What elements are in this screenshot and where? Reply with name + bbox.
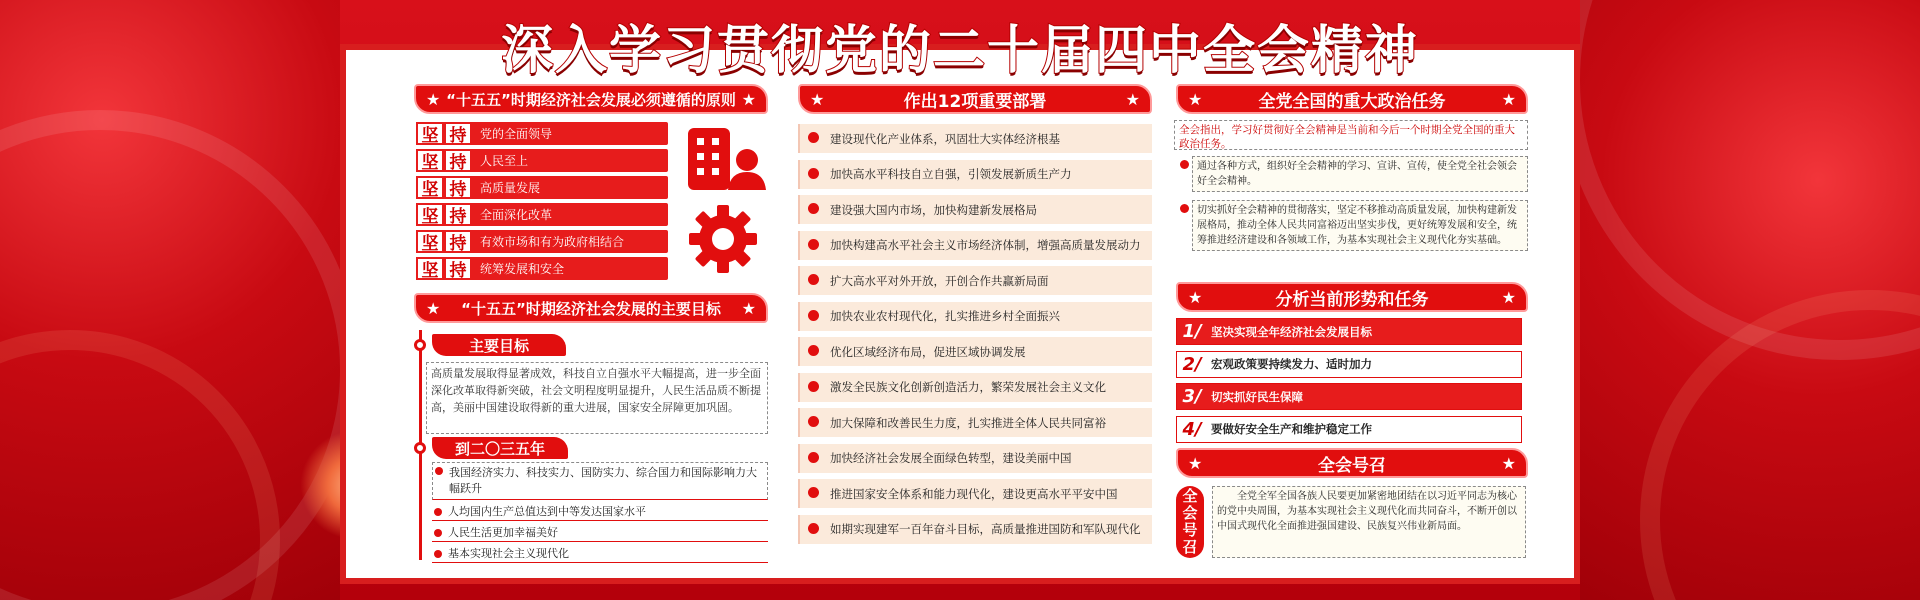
star-icon: ★: [741, 89, 756, 109]
deployment-item: [798, 266, 1152, 295]
principle-text: 统筹发展和安全: [480, 262, 565, 276]
deployment-item: [798, 408, 1152, 437]
principle-prefix-char: 持: [444, 176, 472, 199]
principle-prefix-char: 持: [444, 122, 472, 145]
bullet-icon: [808, 132, 819, 143]
bullet-icon: [808, 274, 819, 285]
deployment-text: 优化区域经济布局，促进区域协调发展: [830, 344, 1026, 359]
analysis-text: 切实抓好民生保障: [1211, 389, 1303, 404]
bullet-icon: [808, 203, 819, 214]
call-badge: 全会号召: [1176, 486, 1204, 558]
principle-prefix-char: 坚: [416, 230, 444, 253]
star-icon: ★: [426, 298, 441, 318]
swoosh-decoration: [1640, 290, 1920, 600]
main-goals-text: 高质量发展取得显著成效，科技自立自强水平大幅提高，进一步全面深化改革取得新突破，社会文明程度明显提升，人民生活品质不断提高，美丽中国建设取得新的重大进展，国家安全屏障更加巩固。: [426, 362, 768, 434]
deployment-text: 加快经济社会发展全面绿色转型，建设美丽中国: [830, 451, 1072, 465]
analysis-text: 坚决实现全年经济社会发展目标: [1211, 324, 1372, 339]
goals-header-text: “十五五”时期经济社会发展的主要目标: [461, 299, 721, 318]
year-2035-label: 到二〇三五年: [432, 437, 568, 459]
year-goal-item: 人均国内生产总值达到中等发达国家水平: [432, 504, 768, 521]
principle-prefix-char: 坚: [416, 149, 444, 172]
analysis-number: 3/: [1182, 386, 1202, 407]
principle-row: [416, 122, 668, 145]
year-2035-goals: [432, 462, 768, 567]
deployment-text: 激发全民族文化创新创造活力，繁荣发展社会主义文化: [830, 380, 1106, 394]
bullet-icon: [808, 416, 819, 427]
principle-row: [416, 176, 668, 199]
deployment-item: [798, 195, 1152, 224]
bullet-icon: [808, 523, 819, 534]
principle-text: 有效市场和有为政府相结合: [480, 235, 625, 249]
timeline-dot: [414, 339, 426, 351]
principle-prefix-char: 持: [444, 149, 472, 172]
star-icon: ★: [1501, 89, 1516, 109]
tasks-header-text: 全党全国的重大政治任务: [1258, 91, 1446, 112]
star-icon: ★: [1188, 287, 1203, 307]
year-goal-item: 基本实现社会主义现代化: [432, 546, 768, 563]
principle-text: 党的全面领导: [480, 127, 553, 141]
deployment-text: 建设现代化产业体系，巩固壮大实体经济根基: [830, 131, 1060, 146]
task-item: [1180, 156, 1528, 192]
star-icon: ★: [810, 89, 825, 109]
analysis-list: [1176, 318, 1522, 448]
call-header: [1176, 448, 1528, 478]
principle-text: 人民至上: [480, 154, 529, 168]
call-text: 全党全军全国各族人民要更加紧密地团结在以习近平同志为核心的党中央周围，为基本实现社会主义现代化而共同奋斗，不断开创以中国式现代化全面推进强国建设、民族复兴伟业新局面。: [1212, 486, 1526, 558]
analysis-item: [1176, 383, 1522, 410]
task-text: 通过各种方式，组织好全会精神的学习、宣讲、宣传，使全党全社会领会好全会精神。: [1192, 156, 1528, 192]
deployment-item: [798, 337, 1152, 366]
bullet-icon: [808, 487, 819, 498]
bullet-icon: [808, 452, 819, 463]
star-icon: ★: [1501, 287, 1516, 307]
deployment-item: [798, 373, 1152, 402]
analysis-number: 4/: [1182, 418, 1202, 440]
analysis-header-text: 分析当前形势和任务: [1275, 289, 1429, 310]
deployment-item: [798, 124, 1152, 153]
star-icon: ★: [1501, 453, 1516, 473]
principle-prefix-char: 持: [444, 203, 472, 226]
task-item: [1180, 200, 1528, 251]
deployment-item: [798, 515, 1152, 544]
deployment-text: 加快农业农村现代化，扎实推进乡村全面振兴: [830, 309, 1060, 323]
principle-row: [416, 149, 668, 172]
principles-header-text: “十五五”时期经济社会发展必须遵循的原则: [446, 90, 736, 109]
bullet-icon: [808, 239, 819, 250]
background-right-decoration: [1580, 0, 1920, 600]
principle-prefix-char: 坚: [416, 176, 444, 199]
year-goal-item: 我国经济实力、科技实力、国防实力、综合国力和国际影响力大幅跃升: [432, 462, 768, 500]
deployments-header-text: 作出12项重要部署: [903, 91, 1047, 112]
principle-text: 全面深化改革: [480, 208, 553, 222]
deployment-item: [798, 302, 1152, 331]
analysis-item: [1176, 351, 1522, 378]
principle-row: [416, 230, 668, 253]
main-goals-label: 主要目标: [432, 334, 566, 356]
analysis-item: [1176, 318, 1522, 345]
star-icon: ★: [1125, 89, 1140, 109]
timeline-dot: [414, 442, 426, 454]
star-icon: ★: [1188, 89, 1203, 109]
principle-prefix-char: 坚: [416, 203, 444, 226]
deployment-item: [798, 231, 1152, 260]
call-header-text: 全会号召: [1318, 455, 1386, 476]
analysis-number: 2/: [1182, 353, 1202, 375]
principles-header: [414, 84, 768, 114]
principles-list: [416, 122, 668, 284]
bullet-icon: [808, 310, 819, 321]
page-title: 深入学习贯彻党的二十届四中全会精神: [500, 21, 1419, 81]
deployment-text: 建设强大国内市场，加快构建新发展格局: [830, 202, 1037, 217]
deployment-text: 加快高水平科技自立自强，引领发展新质生产力: [830, 167, 1072, 181]
deployments-list: [798, 124, 1152, 550]
bullet-icon: [808, 168, 819, 179]
deployment-item: [798, 479, 1152, 508]
principle-text: 高质量发展: [480, 181, 541, 195]
deployment-text: 如期实现建军一百年奋斗目标，高质量推进国防和军队现代化: [830, 522, 1141, 536]
background-left-decoration: [0, 0, 340, 600]
deployment-text: 推进国家安全体系和能力现代化，建设更高水平平安中国: [830, 486, 1118, 501]
deployment-text: 扩大高水平对外开放，开创合作共赢新局面: [830, 273, 1049, 288]
principle-prefix-char: 坚: [416, 122, 444, 145]
gear-icon: [688, 204, 758, 274]
task-text: 切实抓好全会精神的贯彻落实，坚定不移推动高质量发展，加快构建新发展格局，推动全体人民共同富裕迈出坚实步伐，更好统筹发展和安全，统筹推进经济建设和各领域工作，为基本实现社会主义现代化夯实基础。: [1192, 200, 1528, 251]
principle-row: [416, 203, 668, 226]
analysis-item: [1176, 416, 1522, 443]
principle-row: [416, 257, 668, 280]
principle-prefix-char: 持: [444, 230, 472, 253]
deployment-item: [798, 160, 1152, 189]
analysis-text: 宏观政策要持续发力、适时加力: [1211, 357, 1372, 371]
building-icon: [686, 126, 768, 192]
analysis-text: 要做好安全生产和维护稳定工作: [1211, 422, 1372, 436]
analysis-number: 1/: [1182, 321, 1202, 342]
goals-header: [414, 293, 768, 323]
deployment-text: 加大保障和改善民生力度，扎实推进全体人民共同富裕: [830, 415, 1106, 430]
deployment-item: [798, 444, 1152, 473]
bullet-icon: [808, 381, 819, 392]
tasks-intro: 全会指出，学习好贯彻好全会精神是当前和今后一个时期全党全国的重大政治任务。: [1174, 120, 1528, 150]
principle-prefix-char: 坚: [416, 257, 444, 280]
year-goal-item: 人民生活更加幸福美好: [432, 525, 768, 542]
star-icon: ★: [741, 298, 756, 318]
deployments-header: [798, 84, 1152, 114]
star-icon: ★: [1188, 453, 1203, 473]
star-icon: ★: [426, 89, 441, 109]
principle-prefix-char: 持: [444, 257, 472, 280]
bullet-icon: [808, 345, 819, 356]
analysis-header: [1176, 282, 1528, 312]
deployment-text: 加快构建高水平社会主义市场经济体制，增强高质量发展动力: [830, 238, 1141, 252]
tasks-header: [1176, 84, 1528, 114]
